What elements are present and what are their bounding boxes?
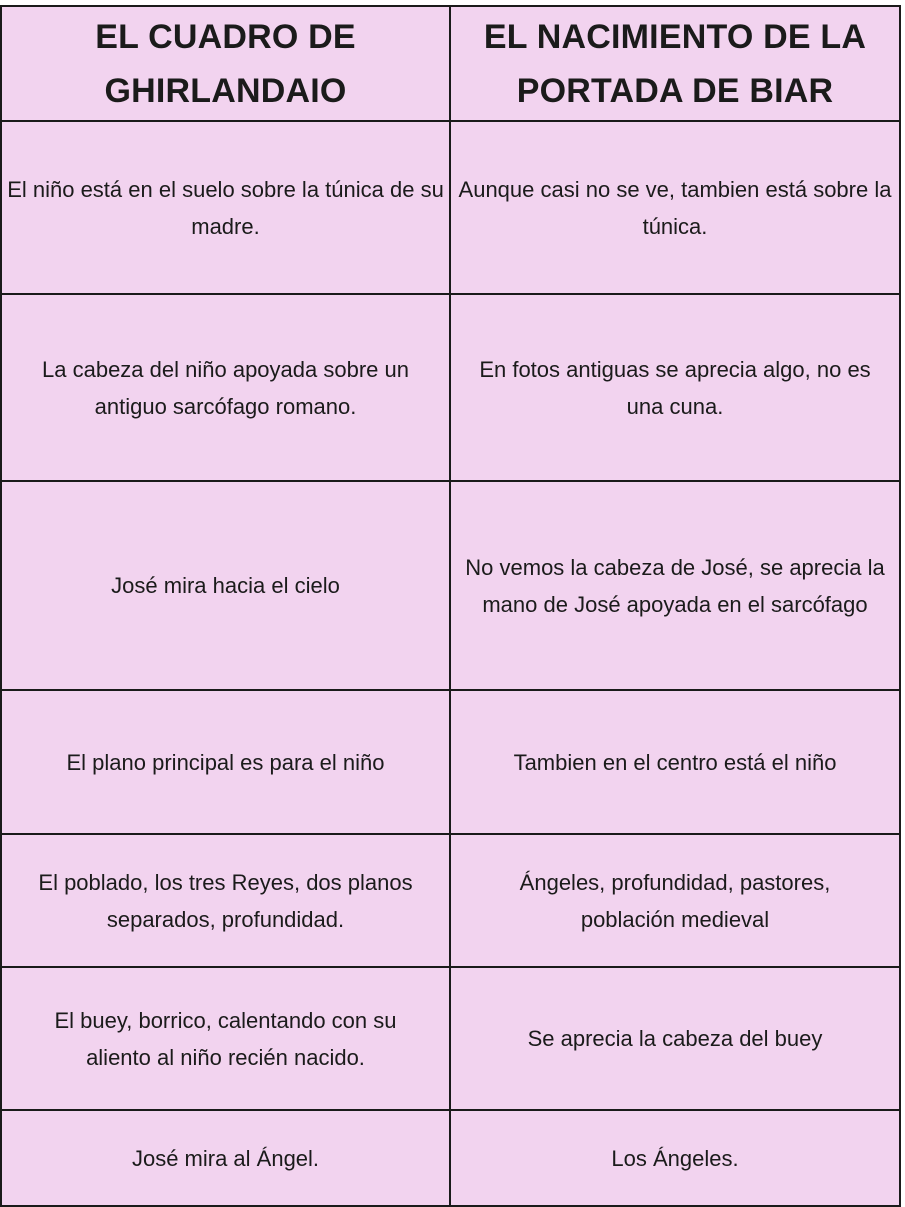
table-row xyxy=(1,294,900,481)
cell-ghirlandaio: José mira hacia el cielo xyxy=(1,481,450,690)
cell-portada-biar: Los Ángeles. xyxy=(450,1110,900,1206)
cell-portada-biar: Tambien en el centro está el niño xyxy=(450,690,900,834)
table-row xyxy=(1,834,900,967)
table-row xyxy=(1,1110,900,1206)
header-ghirlandaio: EL CUADRO DE GHIRLANDAIO xyxy=(1,6,450,121)
cell-ghirlandaio: José mira al Ángel. xyxy=(1,1110,450,1206)
table-row xyxy=(1,967,900,1110)
header-portada-biar: EL NACIMIENTO DE LA PORTADA DE BIAR xyxy=(450,6,900,121)
cell-ghirlandaio: El buey, borrico, calentando con su aliento al niño recién nacido. xyxy=(1,967,450,1110)
table-row xyxy=(1,690,900,834)
comparison-table xyxy=(0,5,901,1207)
cell-portada-biar: En fotos antiguas se aprecia algo, no es una cuna. xyxy=(450,294,900,481)
header-row xyxy=(1,6,900,121)
cell-portada-biar: Se aprecia la cabeza del buey xyxy=(450,967,900,1110)
table-row xyxy=(1,121,900,294)
cell-ghirlandaio: La cabeza del niño apoyada sobre un antiguo sarcófago romano. xyxy=(1,294,450,481)
cell-portada-biar: Aunque casi no se ve, tambien está sobre la túnica. xyxy=(450,121,900,294)
cell-portada-biar: Ángeles, profundidad, pastores, población medieval xyxy=(450,834,900,967)
table-row xyxy=(1,481,900,690)
cell-ghirlandaio: El plano principal es para el niño xyxy=(1,690,450,834)
cell-portada-biar: No vemos la cabeza de José, se aprecia la mano de José apoyada en el sarcófago xyxy=(450,481,900,690)
cell-ghirlandaio: El poblado, los tres Reyes, dos planos separados, profundidad. xyxy=(1,834,450,967)
cell-ghirlandaio: El niño está en el suelo sobre la túnica de su madre. xyxy=(1,121,450,294)
